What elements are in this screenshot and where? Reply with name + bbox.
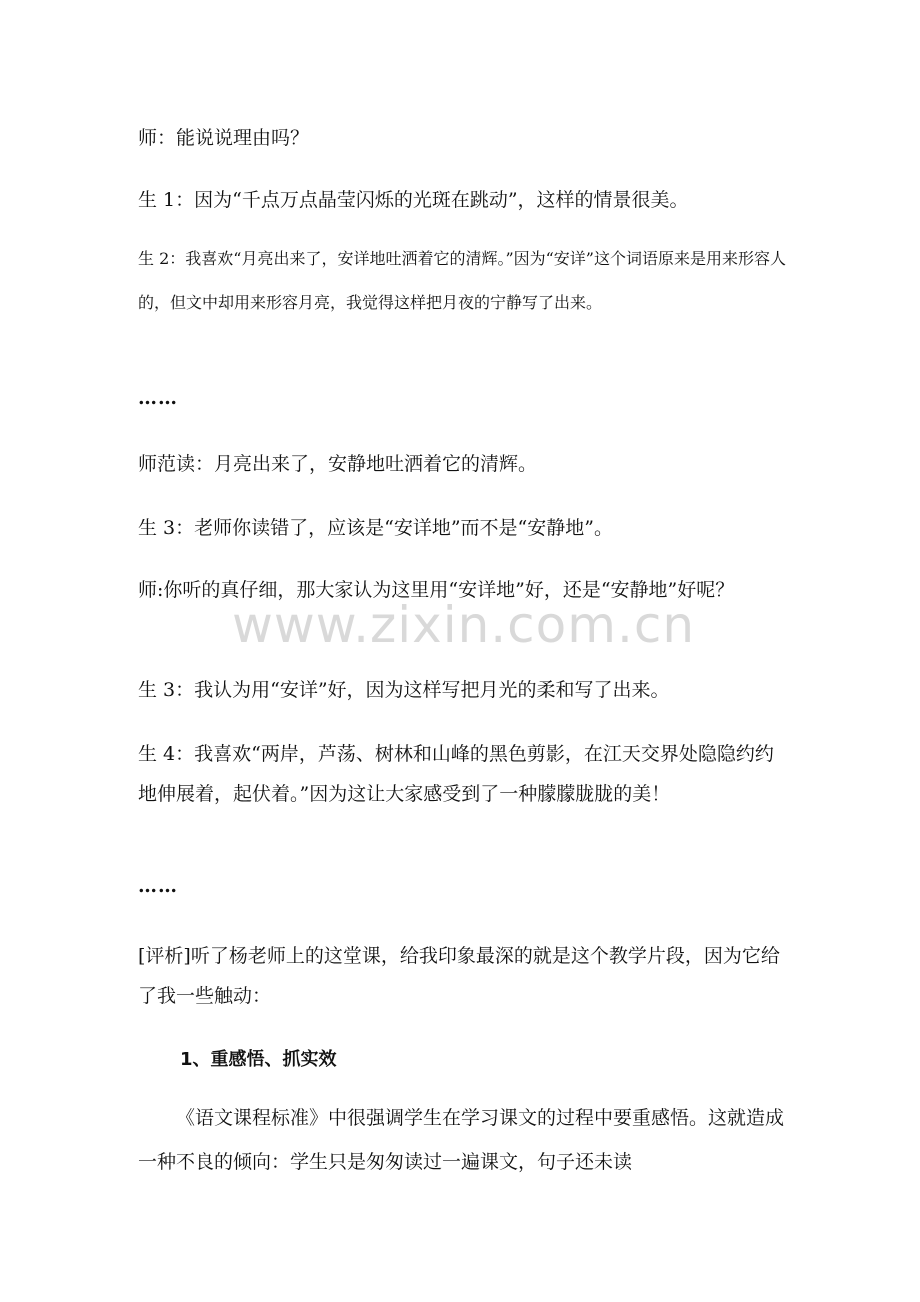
paragraph-student4: 生 4：我喜欢“两岸，芦荡、树林和山峰的黑色剪影，在江天交界处隐隐约约地伸展着，起伏着。”因为这让大家感受到了一种朦朦胧胧的美！ bbox=[138, 743, 774, 805]
paragraph-student3-answer: 生 3：我认为用“安详”好，因为这样写把月光的柔和写了出来。 bbox=[138, 679, 670, 701]
paragraph-teacher-reading: 师范读：月亮出来了，安静地吐洒着它的清辉。 bbox=[138, 453, 538, 475]
paragraph-commentary: [评析]听了杨老师上的这堂课，给我印象最深的就是这个教学片段，因为它给了我一些触动： bbox=[138, 945, 780, 1007]
paragraph-curriculum: 《语文课程标准》中很强调学生在学习课文的过程中要重感悟。这就造成一种不良的倾向：学生只是匆匆读过一遍课文，句子还未读 bbox=[138, 1107, 785, 1173]
watermark-text: www.zixin.com.cn bbox=[232, 596, 696, 654]
paragraph-student2: 生 2：我喜欢“月亮出来了，安详地吐洒着它的清辉。”因为“安详”这个词语原来是用来形容人的，但文中却用来形容月亮，我觉得这样把月夜的宁静写了出来。 bbox=[138, 249, 786, 312]
ellipsis-2: …… bbox=[138, 875, 178, 897]
paragraph-teacher-question: 师：能说说理由吗？ bbox=[138, 127, 310, 149]
section-heading: 1、重感悟、抓实效 bbox=[180, 1049, 337, 1070]
paragraph-teacher-praise: 师:你听的真仔细，那大家认为这里用“安详地”好，还是“安静地”好呢？ bbox=[138, 579, 735, 601]
paragraph-student3-correction: 生 3：老师你读错了，应该是“安详地”而不是“安静地”。 bbox=[138, 517, 613, 539]
paragraph-student1: 生 1：因为“千点万点晶莹闪烁的光斑在跳动”，这样的情景很美。 bbox=[138, 189, 689, 211]
ellipsis-1: …… bbox=[138, 387, 178, 409]
